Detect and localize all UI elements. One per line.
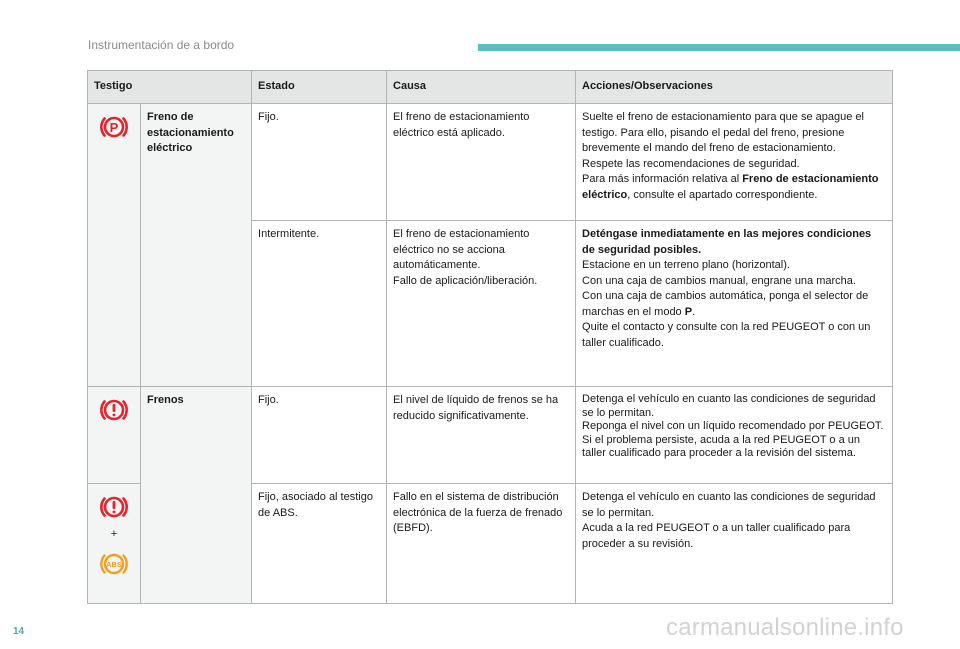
table-row [88, 104, 893, 221]
estado-cell: Fijo. [252, 104, 387, 221]
acciones-cell [576, 387, 893, 484]
acciones-cell [576, 221, 893, 387]
section-title: Instrumentación de a bordo [88, 38, 235, 52]
warning-lights-table [87, 70, 893, 604]
causa-cell: Fallo en el sistema de distribución electrónica de la fuerza de frenado (EBFD). [387, 484, 576, 604]
brakes-name: Frenos [141, 387, 252, 604]
header-accent-bar [478, 44, 960, 51]
page-number: 14 [13, 626, 25, 637]
causa-text: El freno de estacionamiento eléctrico no se acciona automáticamente. [393, 228, 530, 271]
brake-icon-cell [88, 387, 141, 484]
acciones-text: Estacione en un terreno plano (horizontal). [582, 259, 790, 271]
acciones-warning-text: Deténgase inmediatamente en las mejores condiciones de seguridad posibles. [582, 228, 872, 256]
acciones-text: Con una caja de cambios automática, ponga el selector de marchas en el modo P. [582, 290, 869, 318]
causa-cell [387, 221, 576, 387]
parking-brake-name: Freno de estacionamiento eléctrico [141, 104, 252, 387]
column-header-causa: Causa [387, 71, 576, 104]
causa-cell: El freno de estacionamiento eléctrico está aplicado. [387, 104, 576, 221]
column-header-testigo: Testigo [88, 71, 252, 104]
acciones-text: Con una caja de cambios manual, engrane una marcha. [582, 274, 856, 287]
causa-cell: El nivel de líquido de frenos se ha reducido significativamente. [387, 387, 576, 484]
brake-warning-icon [97, 395, 131, 425]
brake-warning-icon [97, 492, 131, 522]
table-header-row [88, 71, 893, 104]
acciones-text: Acuda a la red PEUGEOT o a un taller cualificado para proceder a su revisión. [582, 522, 851, 550]
acciones-text: Quite el contacto y consulte con la red PEUGEOT o con un taller cualificado. [582, 321, 871, 349]
estado-cell: Intermitente. [252, 221, 387, 387]
acciones-text: Suelte el freno de estacionamiento para que se apague el testigo. Para ello, pisando el pedal del freno, presione brevemente el mando del freno de estacionamiento. [582, 111, 864, 154]
table-row [88, 387, 893, 484]
parking-brake-warning-icon [97, 112, 131, 142]
column-header-estado: Estado [252, 71, 387, 104]
acciones-cell [576, 484, 893, 604]
svg-text:ABS: ABS [106, 559, 122, 569]
watermark: carmanualsonline.info [666, 614, 904, 641]
acciones-text: Si el problema persiste, acuda a la red PEUGEOT o a un taller cualificado para proceder a la revisión del sistema. [582, 433, 861, 459]
parking-brake-icon-cell [88, 104, 141, 387]
acciones-cell [576, 104, 893, 221]
brake-abs-icon-cell [88, 484, 141, 604]
acciones-text: Para más información relativa al Freno de estacionamiento eléctrico, consulte el apartado correspondiente. [582, 173, 879, 201]
svg-text:P: P [109, 120, 119, 135]
plus-sign: + [110, 528, 118, 540]
estado-cell: Fijo, asociado al testigo de ABS. [252, 484, 387, 604]
acciones-text: Detenga el vehículo en cuanto las condiciones de seguridad se lo permitan. [582, 393, 876, 419]
abs-warning-icon [97, 549, 131, 579]
column-header-acciones: Acciones/Observaciones [576, 71, 893, 104]
estado-cell: Fijo. [252, 387, 387, 484]
acciones-text: Respete las recomendaciones de seguridad. [582, 157, 800, 170]
acciones-text: Detenga el vehículo en cuanto las condiciones de seguridad se lo permitan. [582, 491, 876, 519]
acciones-text: Reponga el nivel con un líquido recomendado por PEUGEOT. [582, 420, 884, 432]
causa-text: Fallo de aplicación/liberación. [393, 274, 538, 287]
